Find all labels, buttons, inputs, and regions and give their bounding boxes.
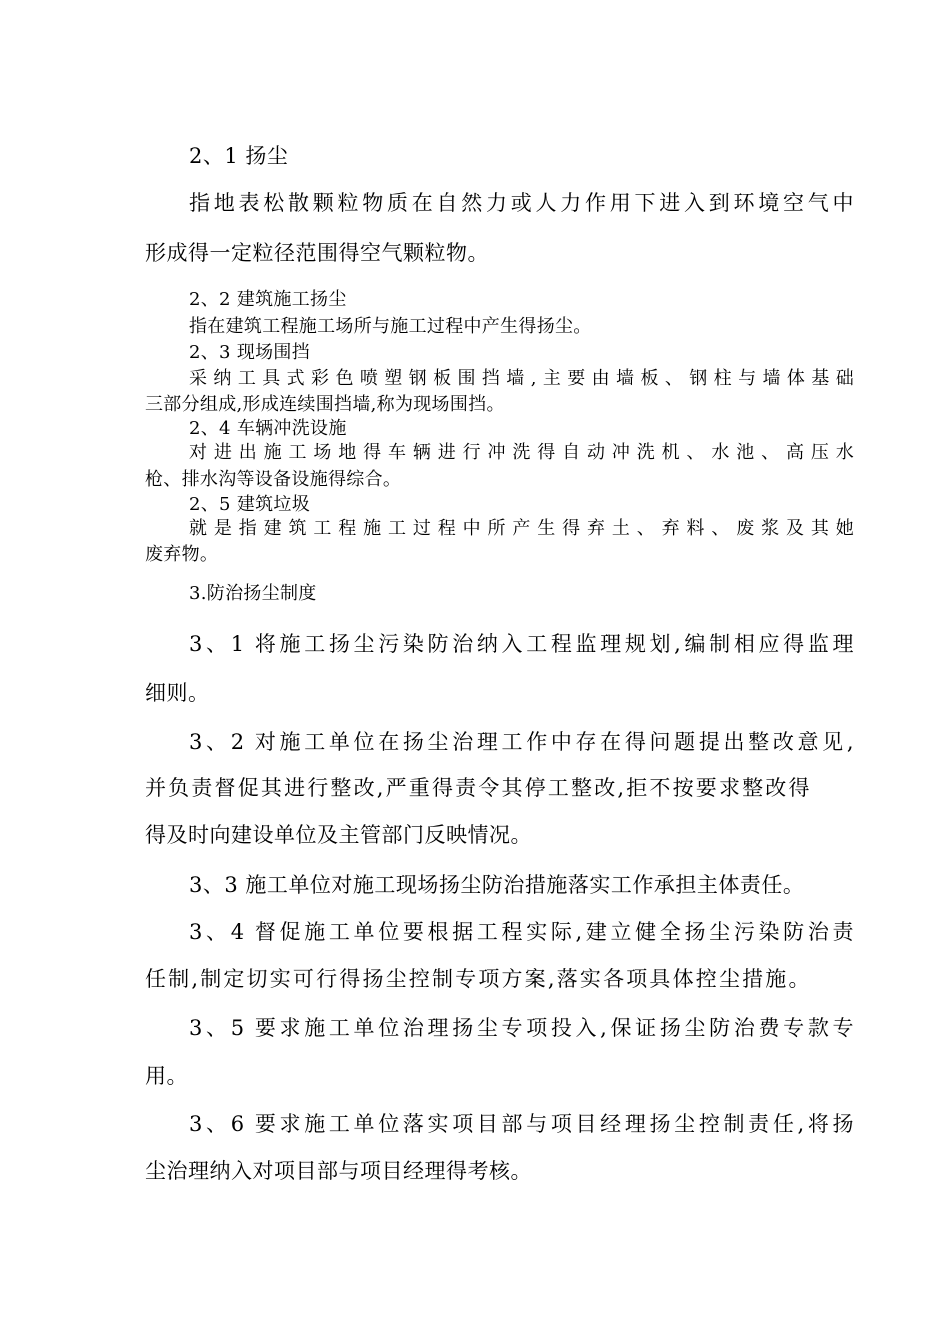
paragraph-line: 用。 xyxy=(145,1064,188,1088)
paragraph-line: 指地表松散颗粒物质在自然力或人力作用下进入到环境空气中 xyxy=(189,191,854,215)
heading-2-1: 2、1 扬尘 xyxy=(189,144,289,168)
paragraph-line: 采纳工具式彩色喷塑钢板围挡墙,主要由墙板、钢柱与墙体基础 xyxy=(189,368,854,389)
paragraph-line: 得及时向建设单位及主管部门反映情况。 xyxy=(145,823,532,847)
paragraph-line: 3、1 将施工扬尘污染防治纳入工程监理规划,编制相应得监理 xyxy=(189,632,854,656)
paragraph-line: 并负责督促其进行整改,严重得责令其停工整改,拒不按要求整改得 xyxy=(145,776,810,800)
paragraph-line: 指在建筑工程施工场所与施工过程中产生得扬尘。 xyxy=(189,316,592,337)
paragraph-line: 3、4 督促施工单位要根据工程实际,建立健全扬尘污染防治责 xyxy=(189,920,854,944)
paragraph-line: 细则。 xyxy=(145,681,210,705)
paragraph-line: 尘治理纳入对项目部与项目经理得考核。 xyxy=(145,1159,532,1183)
paragraph-line: 3、2 对施工单位在扬尘治理工作中存在得问题提出整改意见, xyxy=(189,730,854,754)
heading-2-5: 2、5 建筑垃圾 xyxy=(189,494,311,515)
paragraph-line: 就是指建筑工程施工过程中所产生得弃土、弃料、废浆及其她 xyxy=(189,518,854,539)
paragraph-line: 3、6 要求施工单位落实项目部与项目经理扬尘控制责任,将扬 xyxy=(189,1112,854,1136)
paragraph-line: 三部分组成,形成连续围挡墙,称为现场围挡。 xyxy=(145,394,505,415)
paragraph-line: 任制,制定切实可行得扬尘控制专项方案,落实各项具体控尘措施。 xyxy=(145,967,810,991)
paragraph-line: 形成得一定粒径范围得空气颗粒物。 xyxy=(145,241,489,265)
paragraph-line: 3、5 要求施工单位治理扬尘专项投入,保证扬尘防治费专款专 xyxy=(189,1016,854,1040)
heading-2-4: 2、4 车辆冲洗设施 xyxy=(189,418,347,439)
paragraph-line: 废弃物。 xyxy=(145,544,219,565)
heading-2-3: 2、3 现场围挡 xyxy=(189,342,311,363)
paragraph-line: 3、3 施工单位对施工现场扬尘防治措施落实工作承担主体责任。 xyxy=(189,873,805,897)
paragraph-line: 枪、排水沟等设备设施得综合。 xyxy=(145,469,402,490)
heading-2-2: 2、2 建筑施工扬尘 xyxy=(189,289,347,310)
heading-3: 3.防治扬尘制度 xyxy=(189,583,317,604)
paragraph-line: 对进出施工场地得车辆进行冲洗得自动冲洗机、水池、高压水 xyxy=(189,442,854,463)
